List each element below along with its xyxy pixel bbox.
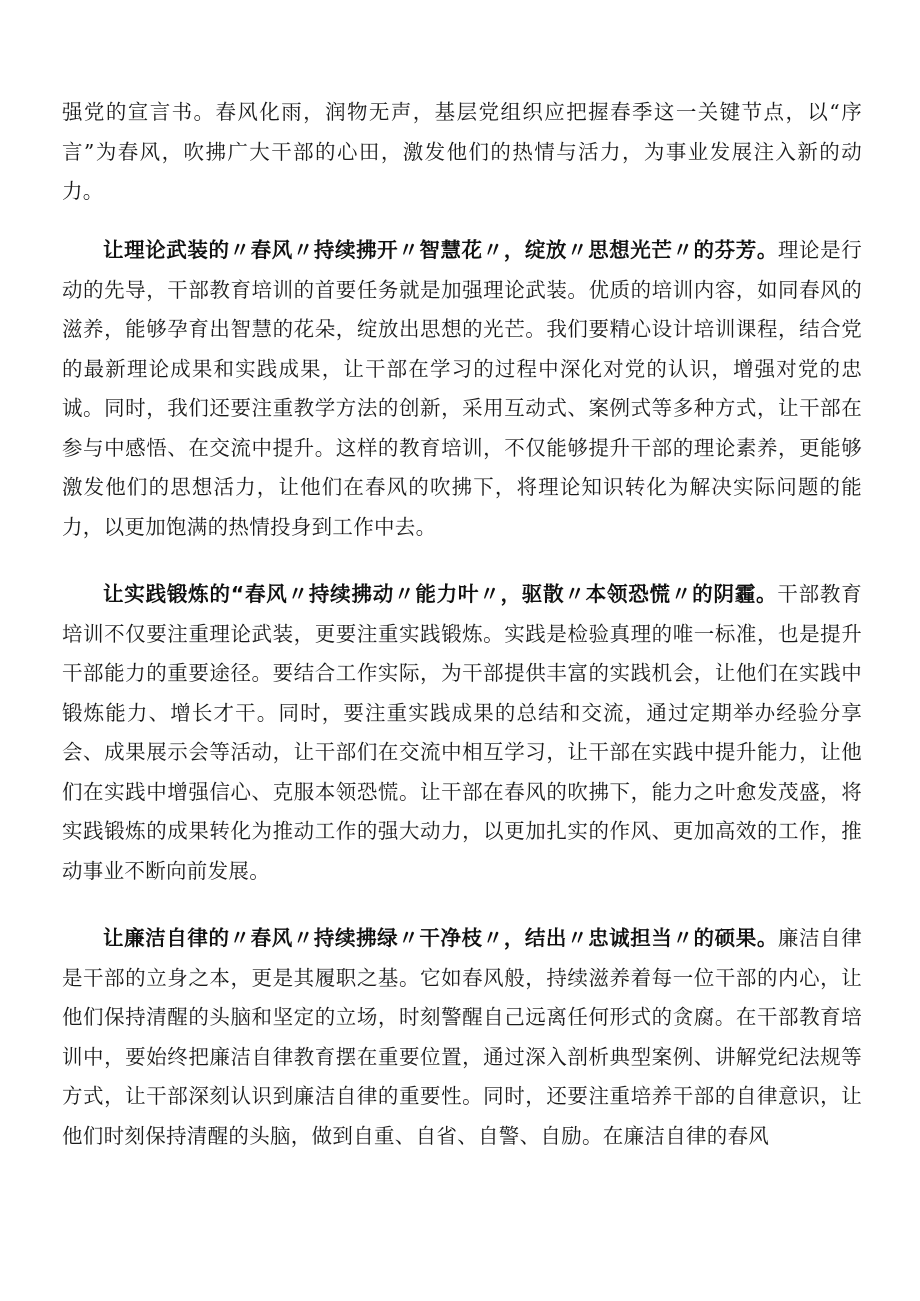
paragraph-body: 廉洁自律是干部的立身之本，更是其履职之基。它如春风般，持续滋养着每一位干部的内心，让他们保持清醒的头脑和坚定的立场，时刻警醒自己远离任何形式的贪腐。在干部教育培训中，要始终把廉洁自律教育摆在重要位置，通过深入剖析典型案例、讲解党纪法规等方式，让干部深刻认识到廉洁自律的重要性。同时，还要注重培养干部的自律意识，让他们时刻保持清醒的头脑，做到自重、自省、自警、自励。在廉洁自律的春风 (62, 926, 862, 1148)
paragraph-3 (62, 575, 862, 891)
paragraph-1 (62, 93, 862, 212)
paragraph-body: 干部教育培训不仅要注重理论武装，更要注重实践锻炼。实践是检验真理的唯一标准，也是提升干部能力的重要途径。要结合工作实际，为干部提供丰富的实践机会，让他们在实践中锻炼能力、增长才干。同时，要注重实践成果的总结和交流，通过定期举办经验分享会、成果展示会等活动，让干部们在交流中相互学习，让干部在实践中提升能力，让他们在实践中增强信心、克服本领恐慌。让干部在春风的吹拂下，能力之叶愈发茂盛，将实践锻炼的成果转化为推动工作的强大动力，以更加扎实的作风、更加高效的工作，推动事业不断向前发展。 (62, 582, 863, 883)
paragraph-body: 理论是行动的先导，干部教育培训的首要任务就是加强理论武装。优质的培训内容，如同春风的滋养，能够孕育出智慧的花朵，绽放出思想的光芒。我们要精心设计培训课程，结合党的最新理论成果和实践成果，让干部在学习的过程中深化对党的认识，增强对党的忠诚。同时，我们还要注重教学方法的创新，采用互动式、案例式等多种方式，让干部在参与中感悟、在交流中提升。这样的教育培训，不仅能够提升干部的理论素养，更能够激发他们的思想活力，让他们在春风的吹拂下，将理论知识转化为解决实际问题的能力，以更加饱满的热情投身到工作中去。 (62, 238, 862, 539)
paragraph-body: 强党的宣言书。春风化雨，润物无声，基层党组织应把握春季这一关键节点，以“序言”为春风，吹拂广大干部的心田，激发他们的热情与活力，为事业发展注入新的动力。 (62, 100, 862, 203)
paragraph-2 (62, 231, 862, 547)
paragraph-heading: 让廉洁自律的〃春风〃持续拂绿〃干净枝〃，结出〃忠诚担当〃的硕果。 (103, 926, 778, 950)
paragraph-heading: 让理论武装的〃春风〃持续拂开〃智慧花〃，绽放〃思想光芒〃的芬芳。 (103, 238, 778, 262)
paragraph-heading: 让实践锻炼的“春风〃持续拂动〃能力叶〃，驱散〃本领恐慌〃的阴霾。 (103, 582, 778, 606)
paragraph-4 (62, 919, 862, 1156)
